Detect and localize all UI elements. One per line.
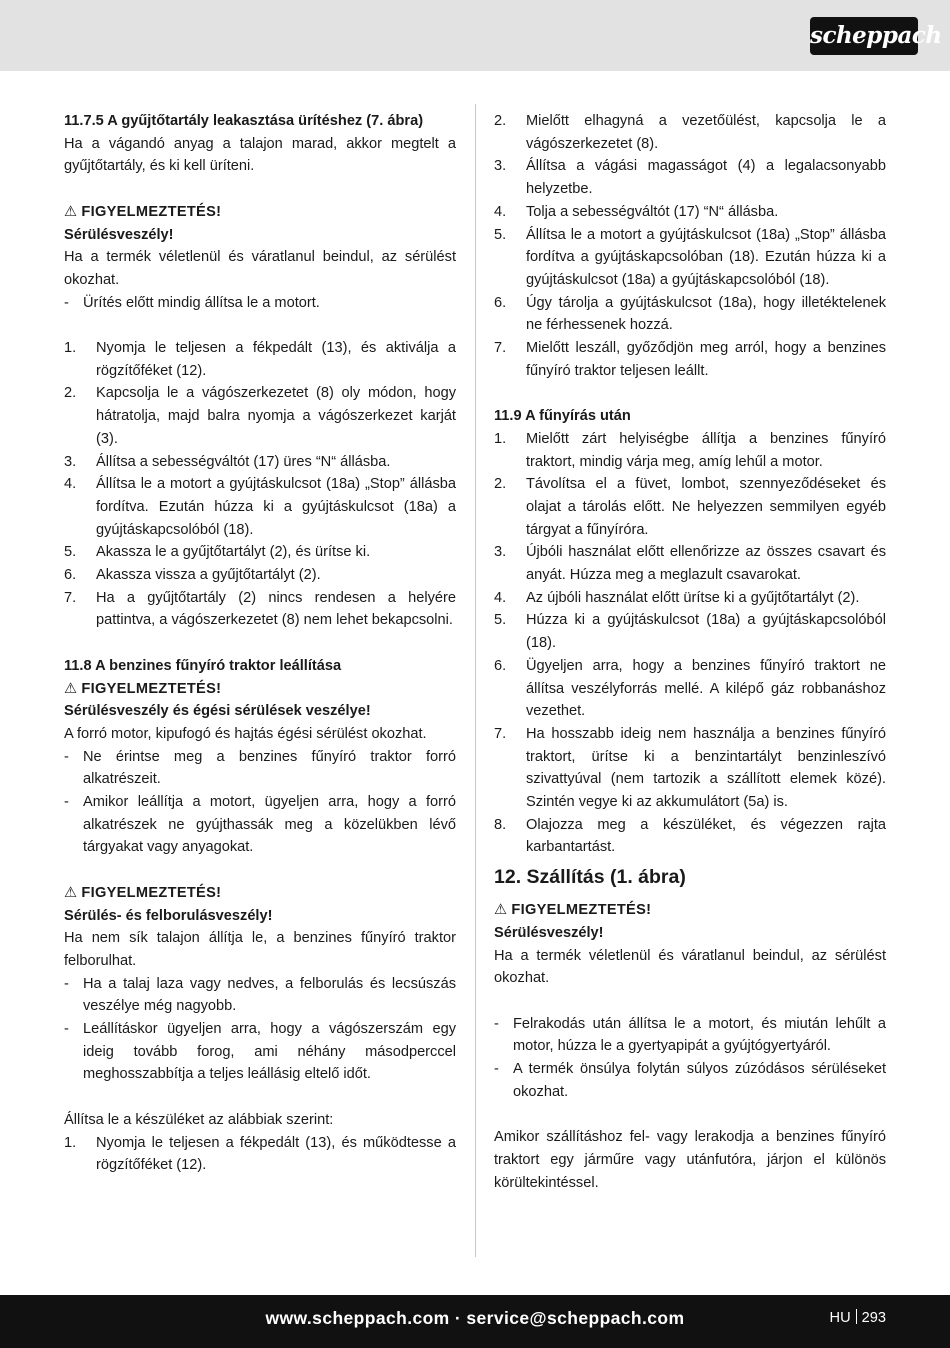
list-item: 6. Akassza vissza a gyűjtőtartályt (2). xyxy=(64,567,321,584)
footer-links[interactable]: www.scheppach.com · service@scheppach.com xyxy=(265,1308,685,1328)
list-item: 3. Újbóli használat előtt ellenőrizze az összes csavart és anyát. Húzza meg a meglazult csavarokat. xyxy=(494,544,886,584)
list-item: 2. Távolítsa el a füvet, lombot, szennyeződéseket és olajat a tárolás előtt. Ne helyezzen semmilyen egyéb tárgyat a fűnyíróra. xyxy=(494,476,886,538)
list-item: 1. Nyomja le teljesen a fékpedált (13), és aktiválja a rögzítőféket (12). xyxy=(64,340,456,379)
warning-heading: ⚠ FIGYELMEZTETÉS! xyxy=(64,680,222,697)
section-12-title: 12. Szállítás (1. ábra) xyxy=(494,866,686,889)
warning-triangle-icon: ⚠ xyxy=(64,680,78,697)
list-item: 6. Ügyeljen arra, hogy a benzines fűnyíró traktort ne állítsa veszélyforrás mellé. A kilépő gáz robbanáshoz vezethet. xyxy=(494,657,886,720)
dash-bullet: - xyxy=(64,748,69,765)
warning-subtitle: Sérülésveszély! xyxy=(494,924,604,941)
list-item: - Ürítés előtt mindig állítsa le a motort. xyxy=(64,292,456,315)
section-11-7-5-intro: Ha a vágandó anyag a talajon marad, akkor megtelt a gyűjtőtartály, és ki kell üríteni. xyxy=(64,135,456,175)
header-bar xyxy=(0,0,950,71)
page-number-value: 293 xyxy=(861,1310,886,1326)
dash-list xyxy=(64,973,456,1087)
dash-bullet: - xyxy=(494,1061,499,1078)
list-item: 3. Állítsa a sebességváltót (17) üres “N“ állásba. xyxy=(64,453,391,470)
warning-heading: ⚠ FIGYELMEZTETÉS! xyxy=(64,203,222,220)
section-11-9-title: 11.9 A fűnyírás után xyxy=(494,408,631,425)
left-column xyxy=(64,110,456,1177)
list-item: 7. Mielőtt leszáll, győződjön meg arról, hogy a benzines fűnyíró traktor teljesen leállt. xyxy=(494,340,886,379)
list-item: - Ne érintse meg a benzines fűnyíró traktor forró alkatrészeit. xyxy=(64,746,456,791)
warning-text: A forró motor, kipufogó és hajtás égési sérülést okozhat. xyxy=(64,725,427,742)
list-item: 5. Akassza le a gyűjtőtartályt (2), és ürítse ki. xyxy=(64,544,371,561)
warning-triangle-icon: ⚠ xyxy=(64,884,78,901)
list-item: 2. Kapcsolja le a vágószerkezetet (8) oly módon, hogy hátratolja, majd balra nyomja a vágószerkezet karját (3). xyxy=(64,385,456,447)
separator xyxy=(856,1309,857,1324)
list-item: 4. Állítsa le a motort a gyújtáskulcsot (18a) „Stop” állásba fordítva. Ezután húzza ki a gyújtáskulcsot (18a) a gyújtáskapcsolóból (18). xyxy=(64,476,456,538)
right-column xyxy=(494,110,886,1194)
list-item: - Amikor leállítja a motort, ügyeljen arra, hogy a forró alkatrészek ne gyújthassák meg a közelükben lévő tárgyakat vagy anyagokat. xyxy=(64,791,456,859)
warning-subtitle: Sérülés- és felborulásveszély! xyxy=(64,907,273,924)
dash-bullet: - xyxy=(64,294,69,311)
column-divider xyxy=(475,104,476,1257)
section-11-8-title: 11.8 A benzines fűnyíró traktor leállítása xyxy=(64,657,342,674)
dash-bullet: - xyxy=(64,975,69,992)
warning-heading: ⚠ FIGYELMEZTETÉS! xyxy=(494,902,652,919)
footer-bar xyxy=(0,1295,950,1348)
list-item: 4. Az újbóli használat előtt ürítse ki a gyűjtőtartályt (2). xyxy=(494,589,860,606)
section-11-8-outro: Állítsa le a készüléket az alábbiak szerint: xyxy=(64,1111,334,1128)
steps-list xyxy=(494,110,886,382)
dash-bullet: - xyxy=(64,794,69,811)
warning-triangle-icon: ⚠ xyxy=(494,902,508,919)
list-item: - Leállításkor ügyeljen arra, hogy a vágószerszám egy ideig tovább forog, ami néhány másodperccel meghosszabbítja a teljes leállásig eltelő időt. xyxy=(64,1018,456,1086)
list-item: 2. Mielőtt elhagyná a vezetőülést, kapcsolja le a vágószerkezetet (8). xyxy=(494,113,886,152)
dash-list xyxy=(494,1013,886,1104)
warning-subtitle: Sérülésveszély! xyxy=(64,226,174,243)
list-item: 5. Állítsa le a motort a gyújtáskulcsot (18a) „Stop” állásba fordítva a gyújtáskapcsolóban (18). Ezután húzza ki a gyújtáskulcsot (18a) a gyújtáskapcsolóból (18). xyxy=(494,226,886,288)
section-12-outro: Amikor szállításhoz fel- vagy lerakodja a benzines fűnyíró traktort egy járműre vagy utánfutóra, járjon el különös körültekintéssel. xyxy=(494,1129,886,1191)
list-item: 5. Húzza ki a gyújtáskulcsot (18a) a gyújtáskapcsolóból (18). xyxy=(494,612,886,652)
warning-text: Ha a termék véletlenül és váratlanul beindul, az sérülést okozhat. xyxy=(64,249,456,288)
warning-triangle-icon: ⚠ xyxy=(64,203,78,220)
warning-heading: ⚠ FIGYELMEZTETÉS! xyxy=(64,884,222,901)
list-item: 8. Olajozza meg a készüléket, és végezzen rajta karbantartást. xyxy=(494,816,886,856)
warning-subtitle: Sérülésveszély és égési sérülések veszélye! xyxy=(64,703,371,720)
dash-bullet: - xyxy=(494,1015,499,1032)
dash-list xyxy=(64,746,456,860)
section-11-7-5-title: 11.7.5 A gyűjtőtartály leakasztása ürítéshez (7. ábra) xyxy=(64,113,424,129)
list-item: 1. Mielőtt zárt helyiségbe állítja a benzines fűnyíró traktort, mindig várja meg, amíg lehűl a motor. xyxy=(494,430,886,470)
page-number xyxy=(830,1295,886,1342)
list-item: 1. Nyomja le teljesen a fékpedált (13), és működtesse a rögzítőféket (12). xyxy=(64,1134,456,1174)
list-item: 4. Tolja a sebességváltót (17) “N“ állásba. xyxy=(494,203,779,220)
dash-list xyxy=(64,292,456,315)
warning-text: Ha a termék véletlenül és váratlanul beindul, az sérülést okozhat. xyxy=(494,947,886,987)
list-item: - Ha a talaj laza vagy nedves, a felborulás és lecsúszás veszélye még nagyobb. xyxy=(64,973,456,1018)
list-item: 3. Állítsa a vágási magasságot (4) a legalacsonyabb helyzetbe. xyxy=(494,158,886,198)
steps-list xyxy=(64,1132,456,1177)
warning-text: Ha nem sík talajon állítja le, a benzines fűnyíró traktor felborulhat. xyxy=(64,930,456,969)
list-item: - A termék önsúlya folytán súlyos zúzódásos sérüléseket okozhat. xyxy=(494,1058,886,1103)
list-item: - Felrakodás után állítsa le a motort, és miután lehűlt a motor, húzza le a gyertyapipát a gyújtógyertyáról. xyxy=(494,1013,886,1058)
steps-list xyxy=(64,337,456,632)
list-item: 7. Ha hosszabb ideig nem használja a benzines fűnyíró traktort, ürítse ki a benzintartályt benzinleszívó szivattyúval (nem tartozik a szállított elemek közé). Szintén vegye ki az akkumulátort (5a) is. xyxy=(494,725,886,811)
list-item: 7. Ha a gyűjtőtartály (2) nincs rendesen a helyére pattintva, a vágószerkezetet (8) nem lehet bekapcsolni. xyxy=(64,589,456,629)
list-item: 6. Úgy tárolja a gyújtáskulcsot (18a), hogy illetéktelenek ne férhessenek hozzá. xyxy=(494,294,886,334)
language-code: HU xyxy=(829,1310,851,1326)
steps-list xyxy=(494,428,886,859)
dash-bullet: - xyxy=(64,1021,69,1038)
scheppach-logo: scheppach xyxy=(810,17,918,55)
